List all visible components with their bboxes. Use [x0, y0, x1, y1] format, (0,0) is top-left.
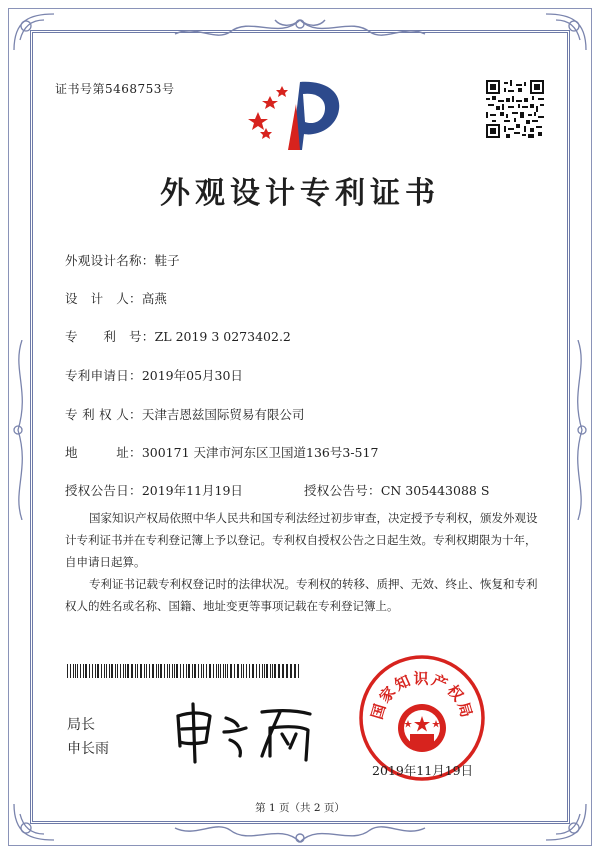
corner-ornament-tl [10, 10, 60, 60]
patent-no-row [65, 327, 291, 345]
grant-no-value: CN 305443088 S [380, 483, 490, 498]
patent-no-label: 专 利 号： [65, 329, 155, 344]
filing-date-label: 专利申请日： [65, 368, 142, 383]
page-title: 外观设计专利证书 [160, 176, 440, 211]
grant-no-row [304, 481, 489, 499]
director-signature [170, 698, 320, 766]
national-emblem-icon [398, 704, 446, 752]
patent-no-value: ZL 2019 3 0273402.2 [154, 329, 291, 344]
page-number: 第 1 页（共 2 页） [255, 802, 345, 814]
grant-date-value: 2019年11月19日 [141, 483, 243, 498]
bottom-ornament [160, 820, 440, 848]
design-name-row [65, 251, 180, 269]
certificate-number: 证书号第5468753号 [55, 82, 175, 96]
designer-row [65, 289, 167, 307]
right-ornament [568, 340, 590, 520]
patentee-row [65, 405, 304, 423]
designer-label: 设 计 人： [65, 291, 142, 306]
left-ornament [10, 340, 32, 520]
grant-date-label: 授权公告日： [65, 483, 142, 498]
designer-value: 高燕 [141, 291, 167, 306]
barcode-icon [67, 664, 303, 678]
cnipa-logo-icon [248, 72, 350, 154]
design-name-value: 鞋子 [154, 253, 180, 268]
grant-no-label: 授权公告号： [304, 483, 381, 498]
director-title: 局长 [67, 717, 95, 733]
grant-statement-paragraph: 国家知识产权局依照中华人民共和国专利法经过初步审查，决定授予专利权，颁发外观设计专利证书并在专利登记簿上予以登记。专利权自授权公告之日起生效。专利权期限为十年，自申请日起算。 [65, 511, 538, 569]
address-label: 地 址： [65, 445, 142, 460]
director-name: 申长雨 [67, 741, 109, 757]
address-value: 300171 天津市河东区卫国道136号3-517 [141, 445, 379, 460]
patentee-value: 天津吉恩兹国际贸易有限公司 [141, 407, 305, 422]
legal-status-paragraph: 专利证书记载专利权登记时的法律状况。专利权的转移、质押、无效、终止、恢复和专利权人的姓名或名称、国籍、地址变更等事项记载在专利登记簿上。 [65, 577, 538, 613]
seal-date: 2019年11月19日 [372, 763, 474, 778]
qr-code-icon [486, 80, 544, 138]
filing-date-value: 2019年05月30日 [141, 368, 243, 383]
corner-ornament-tr [540, 10, 590, 60]
design-name-label: 外观设计名称： [65, 253, 155, 268]
filing-date-row [65, 366, 243, 384]
seal-text: 国家知识产权局 [367, 669, 477, 722]
grant-date-row [65, 481, 243, 499]
patentee-label: 专 利 权 人： [65, 407, 142, 422]
address-row [65, 443, 378, 461]
top-ornament [160, 14, 440, 44]
